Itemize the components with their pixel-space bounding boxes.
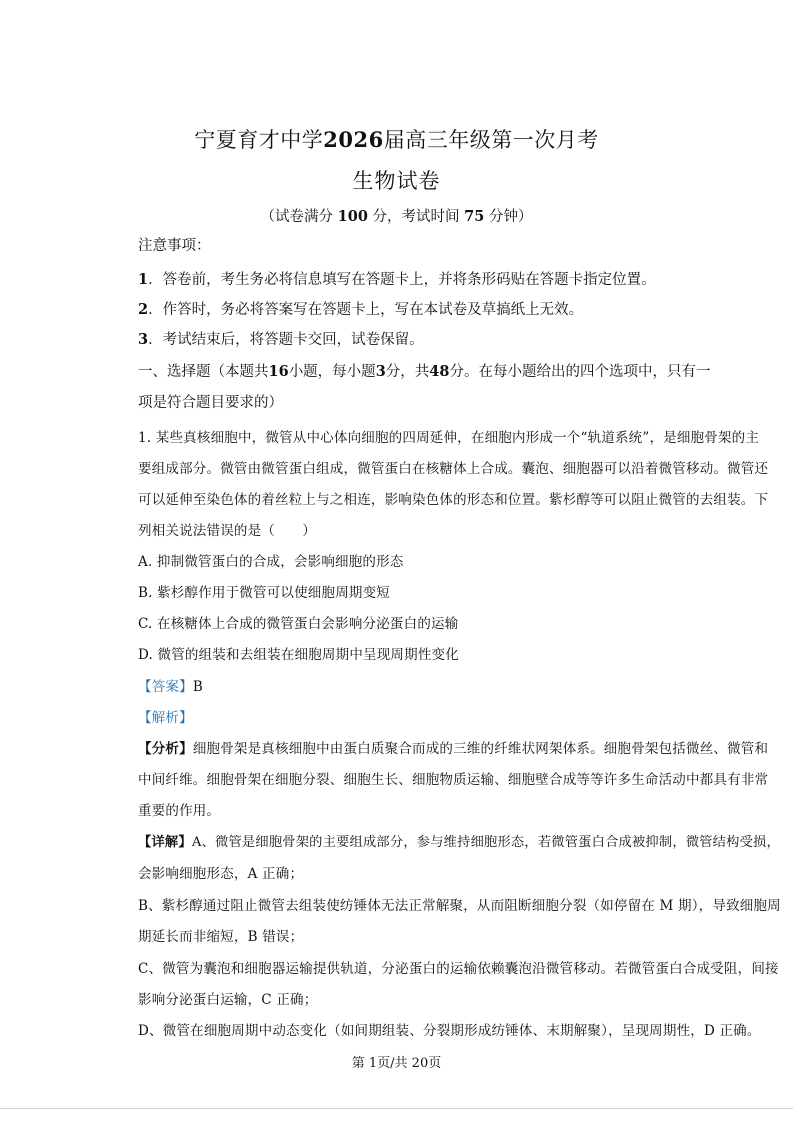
answer-value: B [192,679,203,695]
section-heading-line2: 项是符合题目要求的） [138,395,283,411]
notice-heading: 注意事项： [138,238,211,254]
section-heading [138,360,710,381]
answer-label: 【答案】 [138,679,193,695]
section-p3: 分，共 [385,364,430,380]
page-divider [0,1108,793,1109]
exam-title [0,124,793,154]
section-p4: 分。在每小题给出的四个选项中，只有一 [449,364,711,380]
page-number: 第 1页/共 20页 [351,1056,442,1071]
detail-b-line-1: B、紫杉醇通过阻止微管去组装使纺锤体无法正常解聚，从而阻断细胞分裂（如停留在 M 期），导致细胞周 [138,898,781,914]
xiangjie-label: 【详解】 [138,835,192,850]
section-p2: 小题，每小题 [288,364,376,380]
title-school: 宁夏育才中学 [194,128,324,152]
title-year: 2026 [323,127,384,152]
notice-num: 3 [138,331,149,348]
fenxi-label: 【分析】 [138,741,193,757]
section-p1: 一、选择题（本题共 [138,364,269,380]
fenxi-text: 细胞骨架是真核细胞中由蛋白质聚合而成的三维的纤维状网架体系。细胞骨架包括微丝、微管和 [192,741,769,757]
fenxi-line-2: 中间纤维。细胞骨架在细胞分裂、细胞生长、细胞物质运输、细胞壁合成等等许多生命活动中都具有非常 [138,772,769,788]
info-score: 100 [337,208,368,225]
option-d: D. 微管的组装和去组装在细胞周期中呈现周期性变化 [138,647,459,663]
answer-line [138,675,203,695]
xiangjie-text: A、微管是细胞骨架的主要组成部分，参与维持细胞形态，若微管蛋白合成被抑制，微管结构受损， [191,835,780,850]
exam-subject: 生物试卷 [352,169,441,193]
section-total: 48 [429,363,450,380]
xiangjie-line-1 [138,831,780,850]
option-c: C. 在核糖体上合成的微管蛋白会影响分泌蛋白的运输 [138,616,459,632]
option-a: A. 抑制微管蛋白的合成，会影响细胞的形态 [138,554,404,570]
title-exam: 届高三年级第一次月考 [383,128,599,152]
info-time: 75 [464,208,485,225]
detail-c-line-2: 影响分泌蛋白运输，C 正确； [138,992,318,1008]
option-b: B. 紫杉醇作用于微管可以使细胞周期变短 [138,585,391,601]
notice-item-1 [138,268,656,289]
notice-num: 1 [138,271,149,288]
notice-item-3 [138,328,424,349]
question-line-1: 1. 某些真核细胞中，微管从中心体向细胞的四周延伸，在细胞内形成一个“轨道系统”，是细胞骨架的主 [138,430,760,446]
analysis-label-text: 【解析】 [138,710,193,726]
fenxi-line-1 [138,737,768,757]
exam-info [0,205,793,226]
section-count: 16 [268,363,289,380]
notice-item-2 [138,298,583,319]
question-line-4: 列相关说法错误的是（ ） [138,523,317,539]
question-line-2: 要组成部分。微管由微管蛋白组成，微管蛋白在核糖体上合成。囊泡、细胞器可以沿着微管移动。微管还 [138,461,769,477]
analysis-label [138,706,193,726]
notice-text: ．答卷前，考生务必将信息填写在答题卡上，并将条形码贴在答题卡指定位置。 [148,272,656,288]
info-post: 分钟） [488,209,533,225]
fenxi-line-3: 重要的作用。 [138,803,221,819]
notice-text: ．作答时，务必将答案写在答题卡上，写在本试卷及草搞纸上无效。 [148,302,584,318]
xiangjie-line-2: 会影响细胞形态，A 正确； [138,866,304,882]
detail-c-line-1: C、微管为囊泡和细胞器运输提供轨道，分泌蛋白的运输依赖囊泡沿微管移动。若微管蛋白合成受阻，间接 [138,961,779,977]
info-mid: 分，考试时间 [372,209,460,225]
question-line-3: 可以延伸至染色体的着丝粒上与之相连，影响染色体的形态和位置。紫杉醇等可以阻止微管的去组装。下 [138,492,769,508]
notice-text: ．考试结束后，将答题卡交回，试卷保留。 [148,332,424,348]
detail-d-line-1: D、微管在细胞周期中动态变化（如间期组装、分裂期形成纺锤体、末期解聚），呈现周期性，D 正确。 [138,1023,761,1039]
info-pre: （试卷满分 [260,209,334,225]
section-each: 3 [375,363,386,380]
detail-b-line-2: 期延长而非缩短，B 错误； [138,929,304,945]
notice-num: 2 [138,301,149,318]
